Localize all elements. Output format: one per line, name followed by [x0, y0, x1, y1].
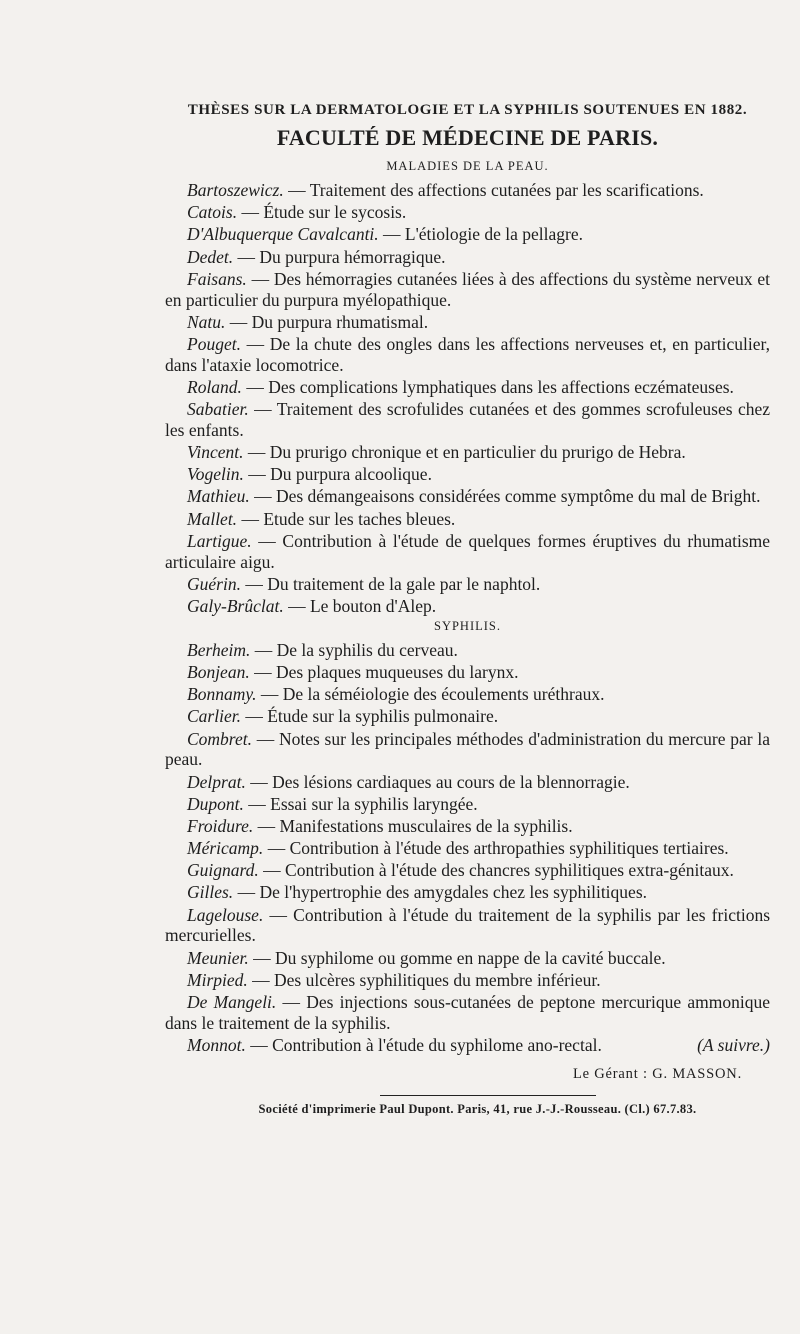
dash-separator: — [258, 860, 286, 881]
dash-separator: — [256, 684, 283, 705]
author-name: Carlier. [187, 706, 241, 727]
section-heading: MALADIES DE LA PEAU. [386, 159, 549, 173]
thesis-title: Etude sur les taches bleues. [263, 508, 456, 529]
dash-separator: — [245, 1035, 273, 1055]
author-name: Pouget. [187, 333, 241, 354]
thesis-title: Du purpura alcoolique. [270, 464, 432, 485]
thesis-entry [165, 486, 770, 507]
thesis-title: Contribution à l'étude des chancres syphilitiques extra-génitaux. [285, 860, 734, 881]
thesis-entry [165, 377, 770, 398]
dash-separator: — [283, 596, 310, 616]
thesis-entry [165, 882, 770, 903]
author-name: Bartoszewicz. [187, 180, 284, 200]
author-name: Dedet. [187, 246, 234, 267]
dash-separator: — [237, 508, 264, 529]
thesis-entry [165, 269, 770, 311]
author-name: Froidure. [187, 815, 254, 836]
thesis-entry [165, 224, 770, 245]
thesis-title: Des injections sous-cutanées de peptone mercurique ammonique dans le traitement de la syphilis. [165, 992, 770, 1033]
author-name: Sabatier. [187, 399, 249, 420]
thesis-entry [165, 838, 770, 859]
author-name: Monnot. [187, 1035, 246, 1055]
thesis-title: De la séméiologie des écoulements uréthraux. [282, 684, 605, 705]
dash-separator: — [240, 333, 270, 354]
author-name: Dupont. [187, 793, 244, 814]
thesis-entry [165, 816, 770, 837]
author-name: Vogelin. [187, 464, 244, 485]
thesis-list [165, 640, 770, 1056]
thesis-title: Traitement des affections cutanées par les scarifications. [309, 180, 704, 200]
dash-separator: — [248, 399, 277, 420]
thesis-title: Contribution à l'étude des arthropathies syphilitiques tertiaires. [289, 838, 729, 859]
author-name: Meunier. [187, 947, 249, 968]
thesis-title: Des plaques muqueuses du larynx. [275, 661, 519, 682]
thesis-entry [165, 509, 770, 530]
thesis-title: Étude sur la syphilis pulmonaire. [267, 706, 499, 727]
thesis-entry [165, 970, 770, 991]
dash-separator: — [243, 793, 271, 814]
dash-separator: — [233, 882, 260, 903]
thesis-title: Du purpura hémorragique. [259, 246, 446, 267]
thesis-entry [165, 180, 770, 201]
author-name: Natu. [187, 311, 226, 332]
thesis-title: Des lésions cardiaques au cours de la blennorragie. [272, 771, 630, 792]
dash-separator: — [378, 224, 405, 245]
dash-separator: — [248, 947, 275, 968]
dash-separator: — [263, 904, 294, 925]
thesis-title: Des démangeaisons considérées comme symptôme du mal de Bright. [275, 486, 761, 507]
thesis-title: Du purpura rhumatismal. [251, 311, 429, 332]
author-name: Combret. [187, 728, 252, 749]
thesis-title: Du traitement de la gale par le naphtol. [267, 573, 541, 594]
thesis-entry [165, 684, 770, 705]
author-name: Berheim. [187, 639, 251, 660]
dash-separator: — [249, 661, 276, 682]
thesis-title: Contribution à l'étude du traitement de la syphilis par les frictions mercurielles. [165, 904, 771, 946]
author-name: Lartigue. [187, 530, 252, 551]
dash-separator: — [243, 464, 271, 485]
dash-separator: — [240, 573, 268, 594]
author-name: Guérin. [187, 573, 241, 594]
thesis-title: De la chute des ongles dans les affections nerveuses et, en particulier, dans l'ataxie locomotrice. [165, 333, 770, 375]
thesis-entry [165, 794, 770, 815]
author-name: Mallet. [187, 508, 238, 529]
author-name: Lagelouse. [187, 904, 264, 925]
thesis-title: Le bouton d'Alep. [309, 596, 437, 616]
thesis-entry [165, 1035, 770, 1056]
thesis-sections [165, 159, 770, 1056]
dash-separator: — [251, 728, 279, 749]
author-name: Gilles. [187, 882, 234, 903]
thesis-title: L'étiologie de la pellagre. [404, 224, 583, 245]
thesis-entry [165, 464, 770, 485]
thesis-entry [165, 247, 770, 268]
dash-separator: — [276, 992, 307, 1013]
thesis-title: Contribution à l'étude de quelques formes éruptives du rhumatisme articulaire aigu. [165, 530, 771, 572]
author-name: Méricamp. [187, 838, 264, 859]
thesis-entry [165, 312, 770, 333]
thesis-title: Des ulcères syphilitiques du membre inférieur. [274, 969, 601, 990]
author-name: Guignard. [187, 860, 259, 881]
thesis-title: De l'hypertrophie des amygdales chez les syphilitiques. [259, 882, 648, 903]
dash-separator: — [233, 246, 260, 267]
faculty-title: FACULTÉ DE MÉDECINE DE PARIS. [276, 125, 659, 150]
thesis-title: De la syphilis du cerveau. [276, 639, 458, 660]
author-name: Mirpied. [187, 969, 248, 990]
dash-separator: — [283, 180, 310, 200]
author-name: Mathieu. [187, 486, 250, 507]
thesis-title: Des hémorragies cutanées liées à des affections du système nerveux et en particulier du purpura myélopathique. [165, 268, 771, 310]
thesis-entry [165, 772, 770, 793]
footer-rule [380, 1095, 596, 1096]
dash-separator: — [241, 376, 269, 397]
thesis-entry [165, 662, 770, 683]
thesis-entry [165, 640, 770, 661]
author-name: Faisans. [187, 268, 247, 289]
thesis-entry [165, 442, 770, 463]
thesis-entry [165, 596, 770, 617]
thesis-entry [165, 202, 770, 223]
thesis-title: Du syphilome ou gomme en nappe de la cavité buccale. [274, 947, 666, 968]
thesis-title: Manifestations musculaires de la syphilis. [279, 815, 573, 836]
author-name: Galy-Brûclat. [187, 596, 284, 616]
thesis-entry [165, 334, 770, 376]
author-name: Bonnamy. [187, 684, 257, 705]
dash-separator: — [246, 268, 274, 289]
dash-separator: — [249, 486, 276, 507]
dash-separator: — [237, 202, 264, 223]
dash-separator: — [253, 815, 280, 836]
thesis-title: Essai sur la syphilis laryngée. [270, 793, 478, 814]
author-name: Roland. [187, 376, 242, 397]
thesis-list [165, 180, 770, 617]
thesis-entry [165, 399, 770, 441]
dash-separator: — [240, 706, 268, 727]
thesis-title: Traitement des scrofulides cutanées et des gommes scrofuleuses chez les enfants. [165, 399, 770, 440]
dash-separator: — [263, 838, 290, 859]
dash-separator: — [225, 311, 252, 332]
dash-separator: — [243, 442, 270, 463]
author-name: Bonjean. [187, 661, 250, 682]
dash-separator: — [250, 639, 277, 660]
thesis-entry [165, 706, 770, 727]
thesis-entry [165, 574, 770, 595]
author-name: D'Albuquerque Cavalcanti. [187, 224, 379, 245]
thesis-entry [165, 531, 770, 573]
author-name: Catois. [187, 202, 238, 223]
thesis-title: Du prurigo chronique et en particulier du prurigo de Hebra. [269, 442, 686, 463]
thesis-title: Des complications lymphatiques dans les affections eczémateuses. [268, 376, 734, 397]
thesis-title: Étude sur le sycosis. [263, 202, 407, 223]
gerant-line: Le Gérant : G. MASSON. [572, 1065, 742, 1082]
author-name: Vincent. [187, 442, 244, 463]
dash-separator: — [251, 530, 283, 551]
thesis-title: Notes sur les principales méthodes d'administration du mercure par la peau. [165, 728, 771, 770]
dash-separator: — [245, 771, 273, 792]
continued-note: (A suivre.) [697, 1035, 770, 1055]
dash-separator: — [247, 969, 275, 990]
thesis-entry [165, 948, 770, 969]
thesis-title: Contribution à l'étude du syphilome ano-rectal. [272, 1035, 602, 1055]
running-head: THÈSES SUR LA DERMATOLOGIE ET LA SYPHILIS SOUTENUES EN 1882. [187, 102, 748, 118]
thesis-entry [165, 860, 770, 881]
printer-imprint: Société d'imprimerie Paul Dupont. Paris, 41, rue J.-J.-Rousseau. (Cl.) 67.7.83. [258, 1101, 697, 1116]
author-name: Delprat. [187, 771, 246, 792]
author-name: De Mangeli. [187, 992, 277, 1013]
thesis-entry [165, 905, 770, 947]
thesis-entry [165, 729, 770, 771]
thesis-entry [165, 992, 770, 1034]
section-heading: SYPHILIS. [434, 618, 501, 633]
